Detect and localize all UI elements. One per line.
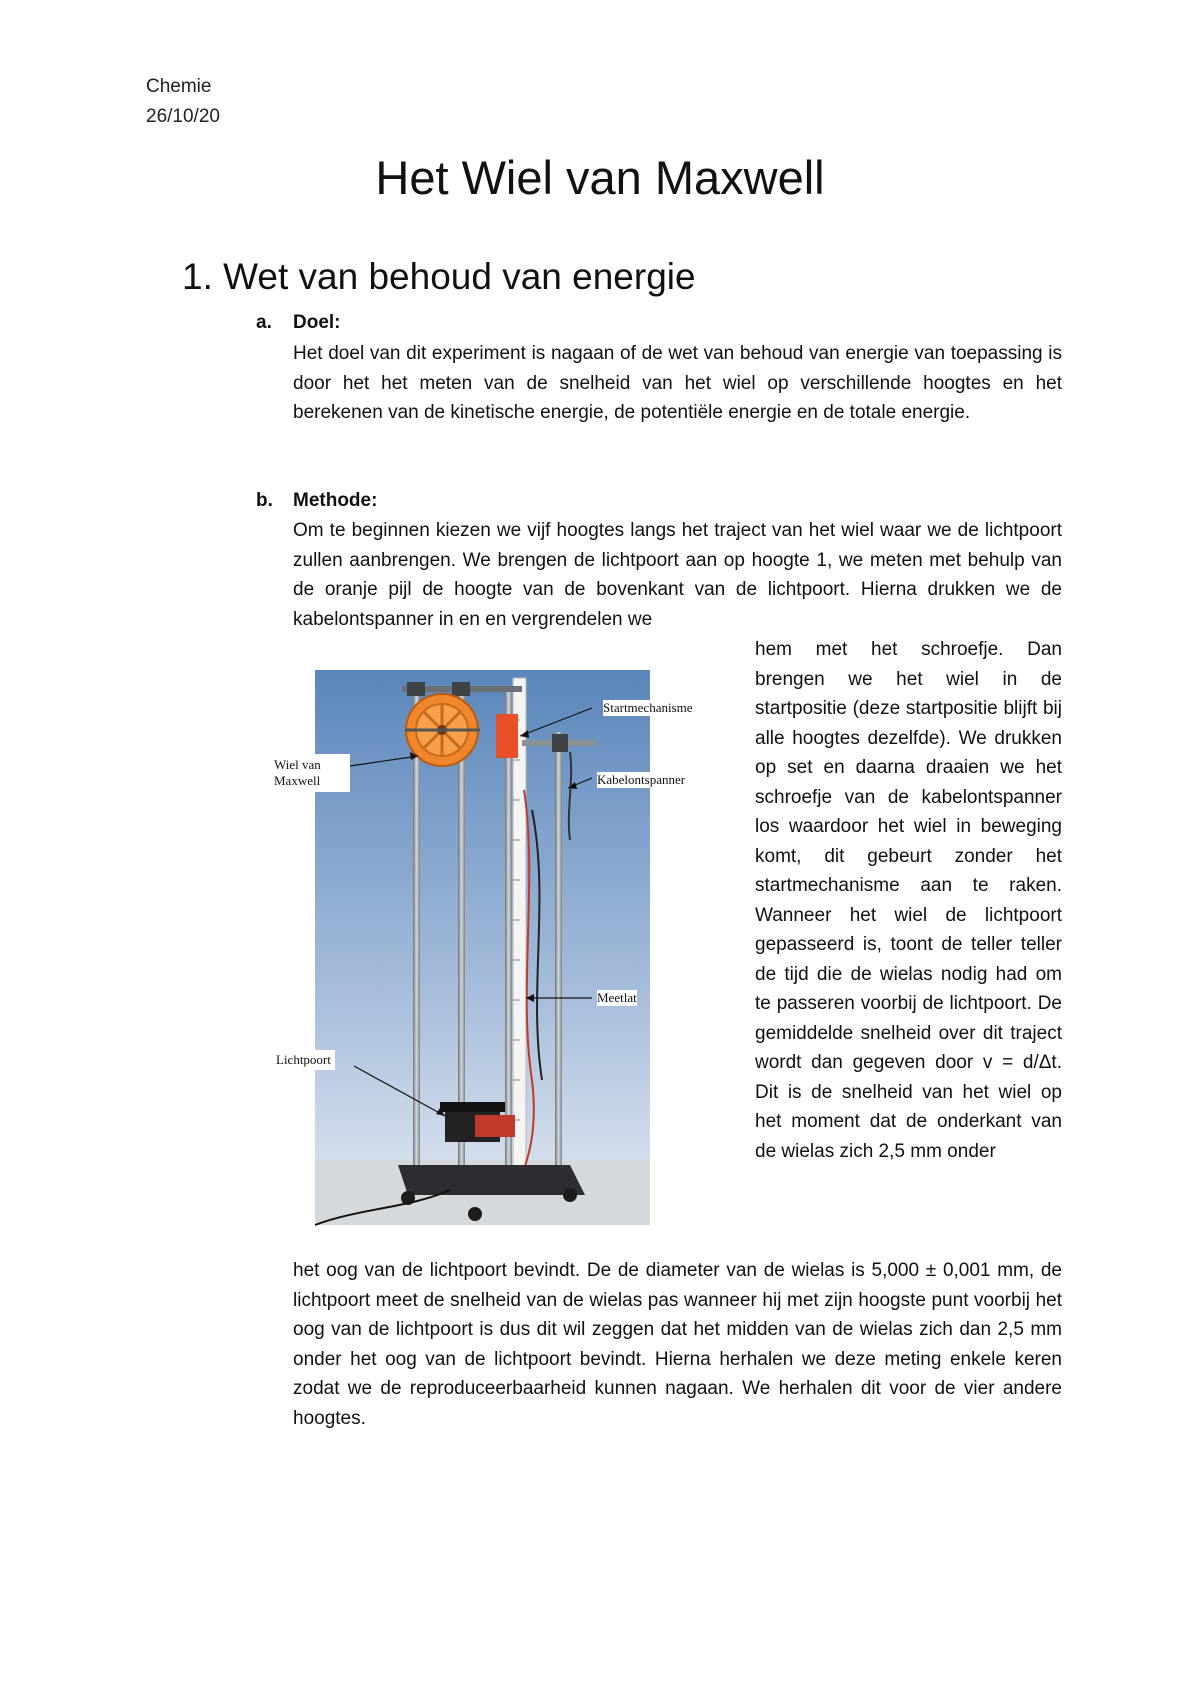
foot-front — [468, 1207, 482, 1221]
methode-paragraph-bottom: het oog van de lichtpoort bevindt. De de diameter van de wielas is 5,000 ± 0,001 mm, de lichtpoort meet de snelheid van de wielas pas wanneer hij met zijn hoogste punt voorbij het oog van de lichtpoort is dus dit wil zeggen dat het midden van de wielas zich dan 2,5 mm onder het oog van de lichtpoort bevindt. Hierna herhalen we deze meting enkele keren zodat we de reproduceerbaarheid kunnen nagaan. We herhalen dit voor de vier andere hoogtes. — [293, 1260, 1062, 1429]
top-clamp-right — [452, 682, 470, 696]
subject-text: Chemie — [146, 76, 212, 97]
methode-label: Methode: — [293, 490, 378, 511]
top-clamp-left — [407, 682, 425, 696]
methode-letter: b. — [256, 490, 273, 511]
label-startmechanisme: Startmechanisme — [603, 700, 693, 715]
section-heading — [182, 254, 696, 300]
section-title: Wet van behoud van energie — [223, 256, 696, 297]
apparatus-photo — [270, 660, 710, 1230]
light-gate-top — [440, 1102, 505, 1112]
start-mechanism — [496, 714, 518, 758]
doel-letter: a. — [256, 312, 272, 333]
label-lichtpoort: Lichtpoort — [272, 1050, 335, 1070]
methode-paragraph-top: Om te beginnen kiezen we vijf hoogtes langs het traject van het wiel waar we de lichtpoort zullen aanbrengen. We brengen de lichtpoort aan op hoogte 1, we meten met behulp van de oranje pijl de hoogte van de bovenkant van de lichtpoort. Hierna drukken we de kabelontspanner in en en vergrendelen we — [293, 520, 1062, 630]
right-rod-2 — [555, 732, 562, 1192]
label-wiel-line-2: Maxwell — [274, 773, 321, 788]
page-title: Het Wiel van Maxwell — [375, 151, 825, 204]
base-frame — [398, 1165, 585, 1195]
side-clamp — [552, 734, 568, 752]
doel-heading — [256, 309, 341, 337]
label-wiel-line-1: Wiel van — [274, 757, 321, 772]
label-wiel-van-maxwell — [270, 754, 350, 792]
document-header — [146, 72, 220, 132]
section-number: 1. — [182, 256, 213, 297]
methode-heading — [256, 487, 377, 515]
doel-label: Doel: — [293, 312, 341, 333]
date-text: 26/10/20 — [146, 106, 220, 127]
apparatus-figure — [270, 660, 710, 1230]
label-kabelontspanner: Kabelontspanner — [597, 772, 686, 787]
counter-box — [475, 1115, 515, 1137]
foot-right — [563, 1188, 577, 1202]
methode-paragraph-side: hem met het schroefje. Dan brengen we het wiel in de startpositie (deze startpositie blijft bij alle hoogtes dezelfde). We drukken op set en daarna draaien we het schroefje van de kabelontspanner los waardoor het wiel in beweging komt, dit gebeurt zonder het startmechanisme aan te raken. Wanneer het wiel de lichtpoort gepasseerd is, toont de teller teller de tijd die de wielas nodig had om te passeren voorbij de lichtpoort. De gemiddelde snelheid over dit traject wordt dan gegeven door v = d/Δt. Dit is de snelheid van het wiel op het moment dat de onderkant van de wielas zich 2,5 mm onder — [755, 639, 1062, 1162]
label-meetlat: Meetlat — [597, 990, 637, 1005]
right-rod-1 — [505, 688, 512, 1173]
doel-paragraph: Het doel van dit experiment is nagaan of de wet van behoud van energie van toepassing is door het het meten van de snelheid van het wiel op verschillende hoogtes en het berekenen van de kinetische energie, de potentiële energie en de totale energie. — [293, 343, 1062, 423]
